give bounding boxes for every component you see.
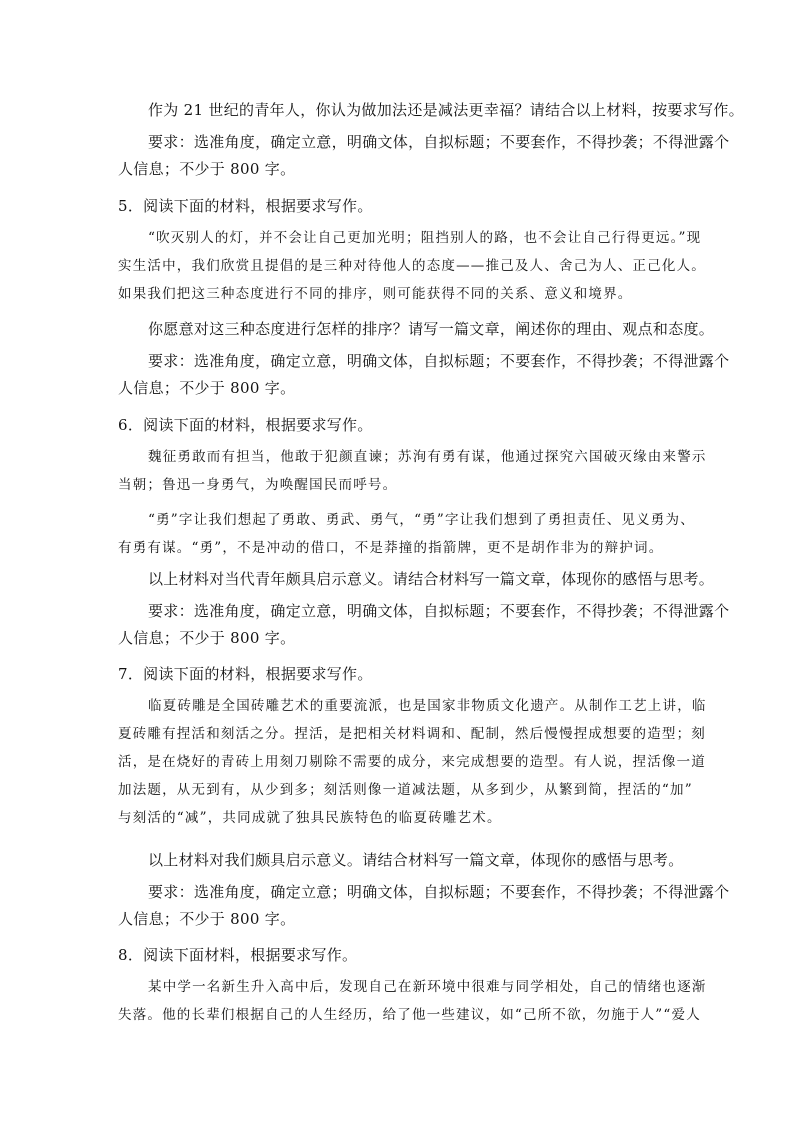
- q6-heading: [118, 412, 678, 439]
- text-line: 要求：选准角度，确定立意，明确文体，自拟标题；不要套作，不得抄袭；不得泄露个: [148, 602, 730, 620]
- q8-heading: [118, 942, 678, 969]
- text-line: 人信息；不少于 800 字。: [118, 160, 296, 178]
- text-line: “勇”字让我们想起了勇敢、勇武、勇气，“勇”字让我们想到了勇担责任、见义勇为、: [148, 512, 695, 528]
- text-line: 你愿意对这三种态度进行怎样的排序？请写一篇文章，阐述你的理由、观点和态度。: [148, 320, 715, 338]
- text-line: 6．阅读下面的材料，根据要求写作。: [118, 416, 373, 434]
- text-line: 当朝；鲁迅一身勇气，为唤醒国民而呼号。: [118, 477, 398, 493]
- text-line: 失落。他的长辈们根据自己的人生经历，给了他一些建议，如“己所不欲，勿施于人”“爱人: [118, 1007, 701, 1023]
- q6-requirements: [118, 598, 730, 652]
- text-line: 人信息；不少于 800 字。: [118, 910, 296, 928]
- q6-material-paragraph-2: [118, 506, 695, 562]
- text-line: 8．阅读下面材料，根据要求写作。: [118, 946, 358, 964]
- q5-requirements: [118, 348, 730, 402]
- q5-heading: [118, 193, 678, 220]
- q4-writing-prompt: [118, 97, 744, 124]
- text-line: 人信息；不少于 800 字。: [118, 379, 296, 397]
- q5-writing-prompt: [118, 316, 715, 343]
- text-line: 某中学一名新生升入高中后，发现自己在新环境中很难与同学相处，自己的情绪也逐渐: [148, 979, 707, 995]
- text-line: 要求：选准角度，确定立意；明确文体，自拟标题；不要套作，不得抄袭；不得泄露个: [148, 883, 730, 901]
- text-line: 魏征勇敢而有担当，他敢于犯颜直谏；苏洵有勇有谋，他通过探究六国破灭缘由来警示: [148, 449, 707, 465]
- q6-writing-prompt: [118, 566, 715, 593]
- text-line: 临夏砖雕是全国砖雕艺术的重要流派，也是国家非物质文化遗产。从制作工艺上讲，临: [148, 698, 707, 714]
- q5-material: [118, 224, 706, 308]
- q4-requirements: [118, 129, 730, 183]
- text-line: 要求：选准角度，确定立意，明确文体，自拟标题；不要套作，不得抄袭；不得泄露个: [148, 133, 730, 151]
- text-line: 要求：选准角度，确定立意，明确文体，自拟标题；不要套作，不得抄袭；不得泄露个: [148, 352, 730, 370]
- text-line: 5．阅读下面的材料，根据要求写作。: [118, 197, 373, 215]
- text-line: 以上材料对我们颇具启示意义。请结合材料写一篇文章，体现你的感悟与思考。: [148, 851, 684, 869]
- q8-material: [118, 973, 707, 1029]
- text-line: 以上材料对当代青年颇具启示意义。请结合材料写一篇文章，体现你的感悟与思考。: [148, 570, 715, 588]
- q7-material: [118, 692, 707, 832]
- text-line: 作为 21 世纪的青年人，你认为做加法还是减法更幸福？请结合以上材料，按要求写作。: [148, 101, 744, 119]
- q6-material-paragraph-1: [118, 443, 707, 499]
- text-line: 加法题，从无到有，从少到多；刻活则像一道减法题，从多到少，从繁到简，捏活的“加”: [118, 782, 693, 798]
- text-line: “吹灭别人的灯，并不会让自己更加光明；阻挡别人的路，也不会让自己行得更远。”现: [148, 230, 702, 246]
- q7-writing-prompt: [118, 847, 684, 874]
- text-line: 实生活中，我们欣赏且提倡的是三种对待他人的态度——推己及人、舍己为人、正己化人。: [118, 258, 706, 274]
- text-line: 与刻活的“减”，共同成就了独具民族特色的临夏砖雕艺术。: [118, 810, 502, 826]
- text-line: 有勇有谋。“勇”，不是冲动的借口，不是莽撞的指箭牌，更不是胡作非为的辩护词。: [118, 540, 664, 556]
- q7-requirements: [118, 879, 730, 933]
- text-line: 人信息；不少于 800 字。: [118, 629, 296, 647]
- text-line: 夏砖雕有捏活和刻活之分。捏活，是把相关材料调和、配制，然后慢慢捏成想要的造型；刻: [118, 726, 706, 742]
- text-line: 活，是在烧好的青砖上用刻刀剔除不需要的成分，来完成想要的造型。有人说，捏活像一道: [118, 754, 706, 770]
- text-line: 如果我们把这三种态度进行不同的排序，则可能获得不同的关系、意义和境界。: [118, 286, 633, 302]
- text-line: 7．阅读下面的材料，根据要求写作。: [118, 665, 373, 683]
- q7-heading: [118, 661, 678, 688]
